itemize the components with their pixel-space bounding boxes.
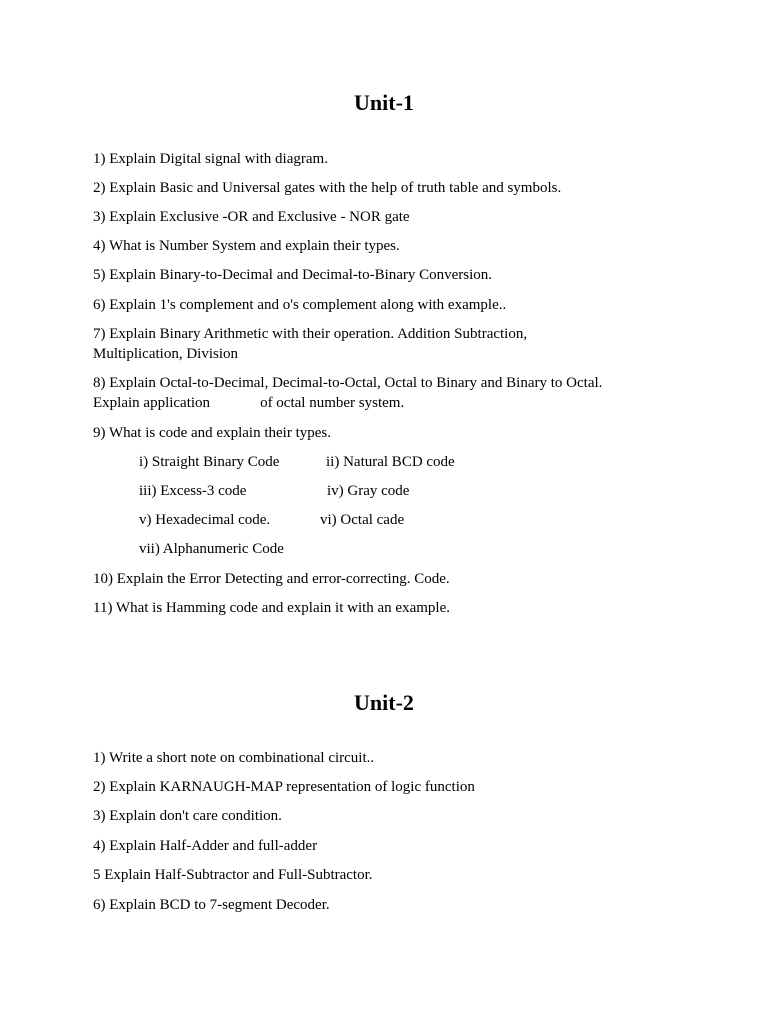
unit-2-question-4: 4) Explain Half-Adder and full-adder: [93, 838, 318, 854]
unit-1-question-4: 4) What is Number System and explain their types.: [93, 238, 400, 254]
code-type-1: i) Straight Binary Code: [139, 454, 280, 470]
code-type-4: iv) Gray code: [327, 483, 410, 499]
unit-1-question-7-line-2: Multiplication, Division: [93, 346, 238, 362]
unit-1-question-10: 10) Explain the Error Detecting and error-correcting. Code.: [93, 571, 450, 587]
code-type-5: v) Hexadecimal code.: [139, 512, 271, 528]
code-type-7: vii) Alphanumeric Code: [139, 541, 284, 557]
unit-1-question-6: 6) Explain 1's complement and o's complement along with example..: [93, 297, 507, 313]
unit-1-question-1: 1) Explain Digital signal with diagram.: [93, 151, 328, 167]
unit-1-question-5: 5) Explain Binary-to-Decimal and Decimal-to-Binary Conversion.: [93, 267, 493, 283]
question-8-line-2-part-2: of octal number system.: [260, 395, 405, 411]
unit-2-title: Unit-2: [354, 690, 414, 715]
code-type-2: ii) Natural BCD code: [326, 454, 455, 470]
unit-2-question-2: 2) Explain KARNAUGH-MAP representation of logic function: [93, 779, 475, 795]
unit-1-question-3: 3) Explain Exclusive -OR and Exclusive - NOR gate: [93, 209, 410, 225]
unit-1-question-7-line-1: 7) Explain Binary Arithmetic with their operation. Addition Subtraction,: [93, 326, 528, 342]
unit-2-question-6: 6) Explain BCD to 7-segment Decoder.: [93, 897, 330, 913]
unit-1-question-9: 9) What is code and explain their types.: [93, 425, 331, 441]
question-8-line-2-part-1: Explain application: [93, 395, 211, 411]
unit-2-question-5: 5 Explain Half-Subtractor and Full-Subtractor.: [93, 867, 373, 883]
code-type-6: vi) Octal cade: [320, 512, 405, 528]
unit-1-question-8-line-2: [93, 393, 693, 413]
unit-2-question-3: 3) Explain don't care condition.: [93, 808, 282, 824]
unit-2-question-1: 1) Write a short note on combinational circuit..: [93, 750, 375, 766]
unit-1-question-2: 2) Explain Basic and Universal gates with the help of truth table and symbols.: [93, 180, 562, 196]
unit-1-question-11: 11) What is Hamming code and explain it with an example.: [93, 600, 450, 616]
unit-1-question-8-line-1: 8) Explain Octal-to-Decimal, Decimal-to-Octal, Octal to Binary and Binary to Octal.: [93, 375, 603, 391]
code-type-3: iii) Excess-3 code: [139, 483, 247, 499]
unit-1-title: Unit-1: [354, 90, 414, 115]
